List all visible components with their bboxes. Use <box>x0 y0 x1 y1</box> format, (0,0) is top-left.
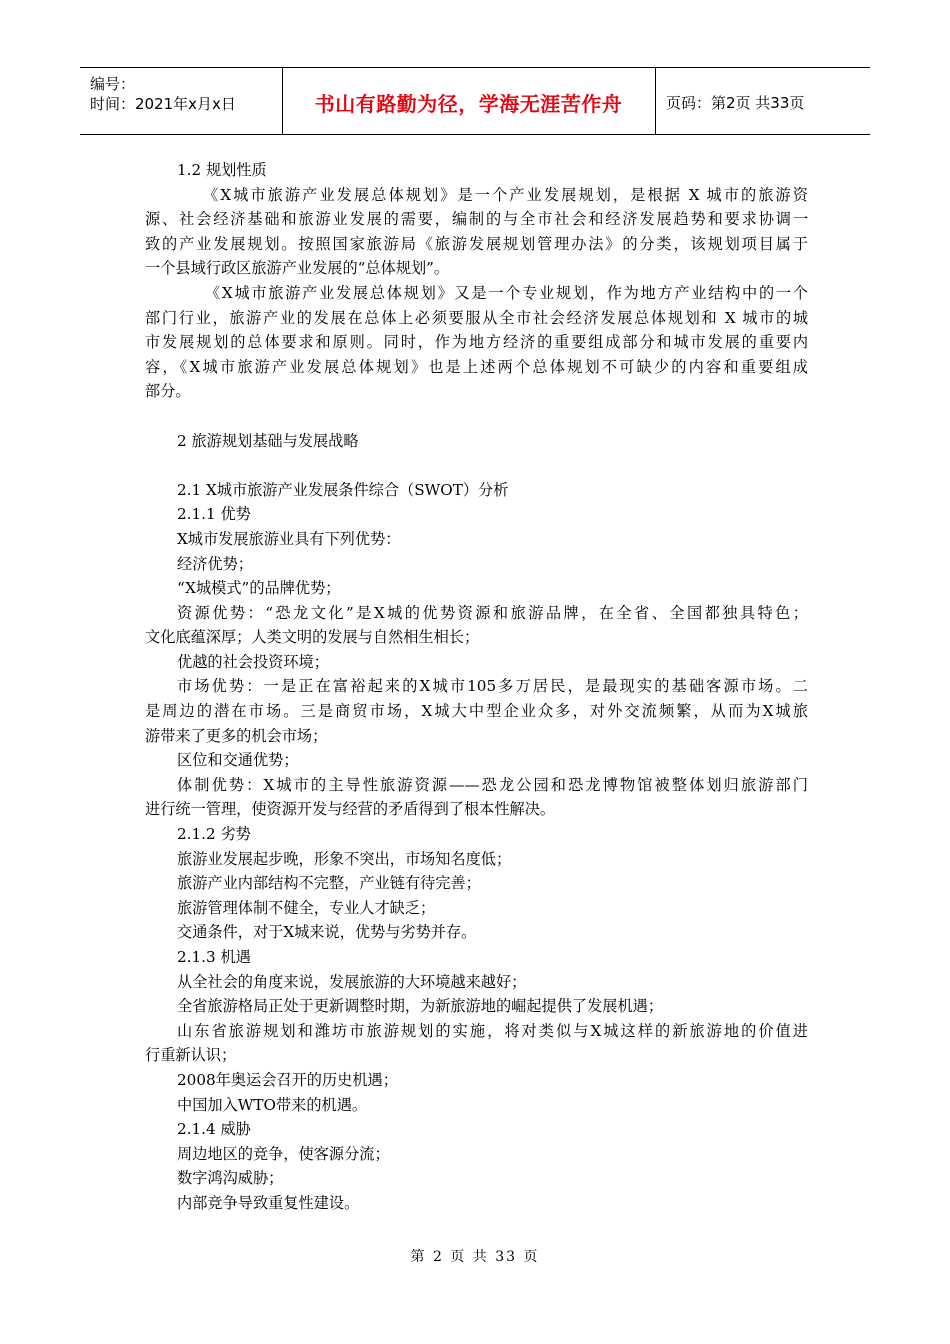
blank-line <box>145 453 808 478</box>
page-header <box>80 67 870 135</box>
header-meta <box>90 74 236 114</box>
text-line: 旅游业发展起步晚，形象不突出，市场知名度低； <box>177 849 512 868</box>
text-line: 1.2 规划性质 <box>177 161 267 179</box>
text-line: 2.1.4 威胁 <box>177 1120 251 1139</box>
text-line: 旅游产业内部结构不完整，产业链有待完善； <box>177 874 481 893</box>
text-line: 资源优势：“恐龙文化”是X城的优势资源和旅游品牌，在全省、全国都独具特色； <box>177 603 808 622</box>
text-line: 周边地区的竞争，使客源分流； <box>177 1144 390 1163</box>
text-line: 文化底蕴深厚；人类文明的发展与自然相生相长； <box>145 628 480 647</box>
text-line: 容，《X城市旅游产业发展总体规划》也是上述两个总体规划不可缺少的内容和重要组成 <box>145 357 808 376</box>
text-line: 2 旅游规划基础与发展战略 <box>177 431 359 450</box>
text-line: 《X城市旅游产业发展总体规划》又是一个专业规划，作为地方产业结构中的一个 <box>205 283 808 302</box>
text-line: X城市发展旅游业具有下列优势： <box>177 529 401 548</box>
text-line: 行重新认识； <box>145 1046 237 1065</box>
text-line: 2.1.2 劣势 <box>177 825 251 844</box>
text-line: 游带来了更多的机会市场； <box>145 726 328 745</box>
text-line: 市场优势：一是正在富裕起来的X城市105多万居民，是最现实的基础客源市场。二 <box>177 677 808 696</box>
text-line: 市发展规划的总体要求和原则。同时，作为地方经济的重要组成部分和城市发展的重要内 <box>145 333 808 352</box>
text-line: 数字鸿沟威胁； <box>177 1169 284 1188</box>
text-line: 2.1.3 机遇 <box>177 948 251 966</box>
text-line: 中国加入WTO带来的机遇。 <box>177 1095 368 1114</box>
header-number-label: 编号： <box>90 75 136 93</box>
text-line: 2.1.1 优势 <box>177 505 251 524</box>
text-line: 山东省旅游规划和潍坊市旅游规划的实施，将对类似与X城这样的新旅游地的价值进 <box>177 1021 808 1040</box>
text-line: 2.1 X城市旅游产业发展条件综合（SWOT）分析 <box>177 480 509 499</box>
blank-line <box>145 404 808 429</box>
text-line: 交通条件，对于X城来说，优势与劣势并存。 <box>177 923 477 942</box>
text-line: 致的产业发展规划。按照国家旅游局《旅游发展规划管理办法》的分类，该规划项目属于 <box>145 234 808 253</box>
text-line: 优越的社会投资环境； <box>177 652 329 671</box>
text-line: 体制优势：X城市的主导性旅游资源——恐龙公园和恐龙博物馆被整体划归旅游部门 <box>177 775 808 794</box>
text-line: “X城模式”的品牌优势； <box>177 579 341 598</box>
text-line: 《X城市旅游产业发展总体规划》是一个产业发展规划，是根据 X 城市的旅游资 <box>203 185 808 204</box>
document-body <box>145 158 808 1216</box>
text-line: 部分。 <box>145 382 191 401</box>
page-footer: 第 2 页 共 33 页 <box>410 1249 540 1265</box>
text-line: 一个县域行政区旅游产业发展的“总体规划”。 <box>145 259 450 278</box>
text-line: 全省旅游格局正处于更新调整时期，为新旅游地的崛起提供了发展机遇； <box>177 997 663 1016</box>
text-line: 内部竞争导致重复性建设。 <box>177 1193 360 1212</box>
text-line: 经济优势； <box>177 554 253 573</box>
header-page-info: 页码：第2页 共33页 <box>666 93 805 112</box>
text-line: 是周边的潜在市场。三是商贸市场，X城大中型企业众多，对外交流频繁，从而为X城旅 <box>145 702 808 721</box>
text-line: 2008年奥运会召开的历史机遇； <box>177 1070 398 1089</box>
text-line: 区位和交通优势； <box>177 751 299 770</box>
header-time-label: 时间：2021年x月x日 <box>90 95 236 113</box>
text-line: 部门行业，旅游产业的发展在总体上必须要服从全市社会经济发展总体规划和 X 城市的城 <box>145 308 808 327</box>
header-divider <box>655 68 656 134</box>
text-line: 旅游管理体制不健全，专业人才缺乏； <box>177 898 436 917</box>
text-line: 源、社会经济基础和旅游业发展的需要，编制的与全市社会和经济发展趋势和要求协调一 <box>145 210 808 229</box>
text-line: 从全社会的角度来说，发展旅游的大环境越来越好； <box>177 972 527 991</box>
text-line: 进行统一管理，使资源开发与经营的矛盾得到了根本性解决。 <box>145 800 556 819</box>
header-motto: 书山有路勤为径，学海无涯苦作舟 <box>314 91 623 116</box>
